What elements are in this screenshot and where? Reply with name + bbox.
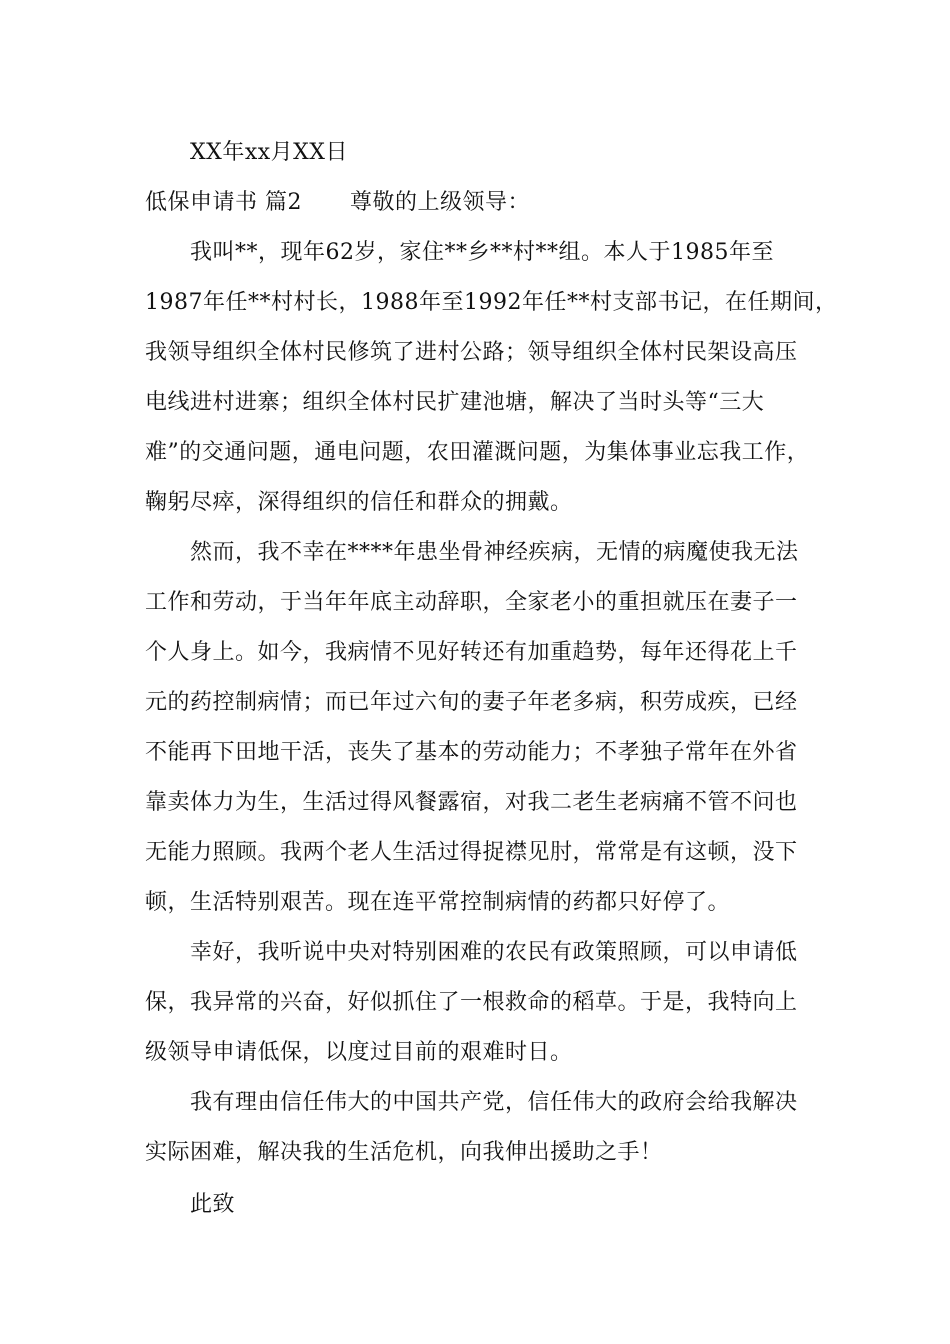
closing-salutation: 此致 <box>190 1192 236 1217</box>
document-date: XX年xx月XX日 <box>190 140 348 165</box>
paragraph-3-line-2: 保，我异常的兴奋，好似抓住了一根救命的稻草。于是，我特向上 <box>145 990 798 1015</box>
paragraph-1-line-5: 难”的交通问题，通电问题，农田灌溉问题，为集体事业忘我工作， <box>145 440 810 465</box>
salutation: 尊敬的上级领导： <box>350 190 531 215</box>
paragraph-4-line-2: 实际困难，解决我的生活危机，向我伸出援助之手！ <box>145 1140 663 1165</box>
paragraph-2-line-7: 无能力照顾。我两个老人生活过得捉襟见肘，常常是有这顿，没下 <box>145 840 798 865</box>
paragraph-2-line-1: 然而，我不幸在****年患坐骨神经疾病，无情的病魔使我无法 <box>190 540 799 565</box>
paragraph-1-line-3: 我领导组织全体村民修筑了进村公路；领导组织全体村民架设高压 <box>145 340 798 365</box>
paragraph-1-line-6: 鞠躬尽瘁，深得组织的信任和群众的拥戴。 <box>145 490 573 515</box>
paragraph-3-line-3: 级领导申请低保，以度过目前的艰难时日。 <box>145 1040 573 1065</box>
paragraph-2-line-6: 靠卖体力为生，生活过得风餐露宿，对我二老生老病痛不管不问也 <box>145 790 798 815</box>
paragraph-2-line-5: 不能再下田地干活，丧失了基本的劳动能力；不孝独子常年在外省 <box>145 740 798 765</box>
paragraph-2-line-8: 顿，生活特别艰苦。现在连平常控制病情的药都只好停了。 <box>145 890 731 915</box>
paragraph-2-line-2: 工作和劳动，于当年年底主动辞职，全家老小的重担就压在妻子一 <box>145 590 798 615</box>
document-heading <box>145 188 530 218</box>
document-title: 低保申请书 篇2 <box>145 190 302 215</box>
paragraph-1-line-2: 1987年任**村村长，1988年至1992年任**村支部书记，在任期间， <box>145 290 838 315</box>
paragraph-2-line-3: 个人身上。如今，我病情不见好转还有加重趋势，每年还得花上千 <box>145 640 798 665</box>
paragraph-2-line-4: 元的药控制病情；而已年过六旬的妻子年老多病，积劳成疾，已经 <box>145 690 798 715</box>
paragraph-1-line-4: 电线进村进寨；组织全体村民扩建池塘，解决了当时头等“三大 <box>145 390 765 415</box>
paragraph-3-line-1: 幸好，我听说中央对特别困难的农民有政策照顾，可以申请低 <box>190 940 798 965</box>
paragraph-1-line-1: 我叫**，现年62岁，家住**乡**村**组。本人于1985年至 <box>190 240 774 265</box>
paragraph-4-line-1: 我有理由信任伟大的中国共产党，信任伟大的政府会给我解决 <box>190 1090 798 1115</box>
